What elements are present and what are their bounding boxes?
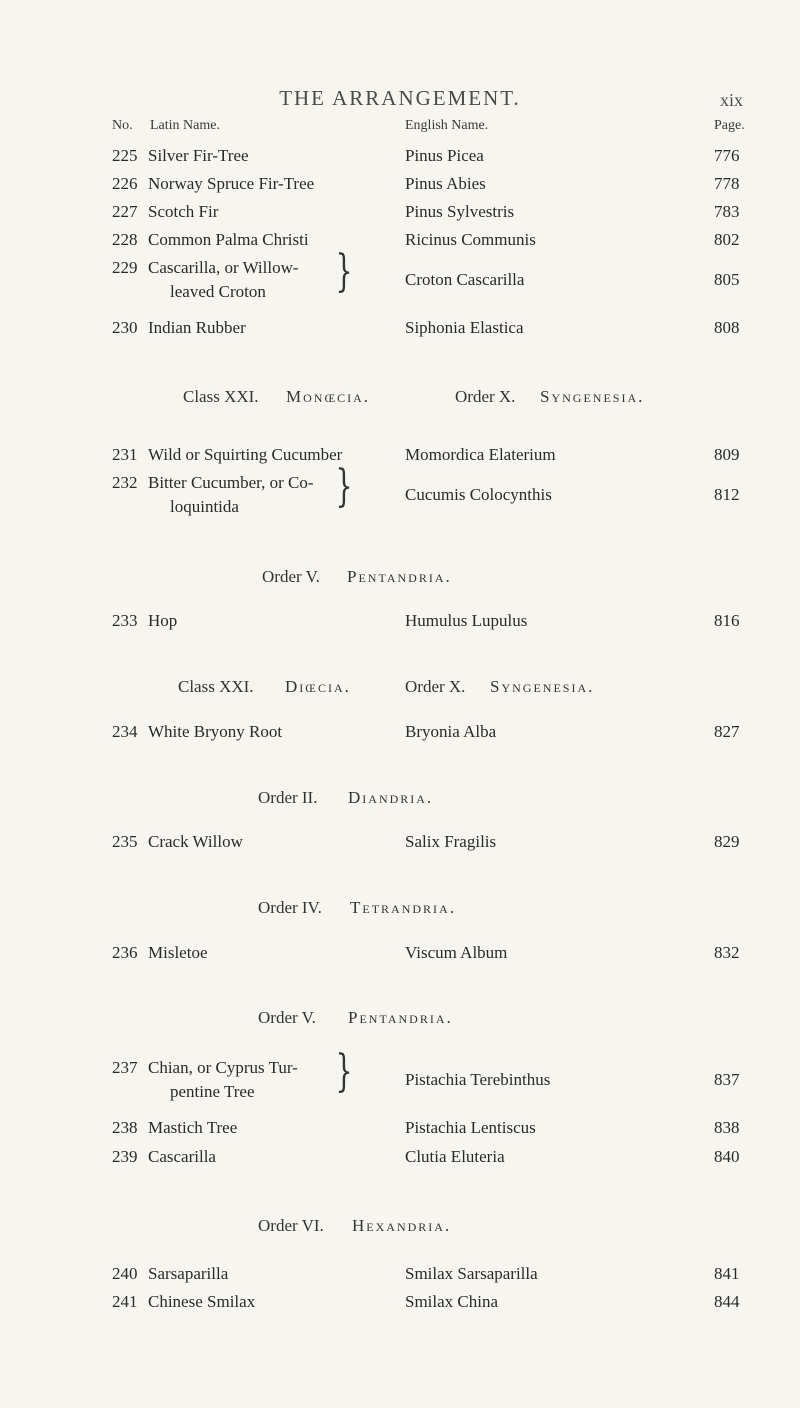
common-name: Bitter Cucumber, or Co- bbox=[148, 473, 314, 492]
order-name: Pentandria. bbox=[347, 567, 452, 586]
botanical-name: Smilax Sarsaparilla bbox=[405, 1264, 538, 1283]
header-no: No. bbox=[112, 118, 133, 133]
page-ref: 837 bbox=[714, 1070, 740, 1089]
page-ref: 816 bbox=[714, 611, 740, 630]
botanical-name: Clutia Eluteria bbox=[405, 1147, 505, 1166]
common-name: Crack Willow bbox=[148, 832, 243, 851]
class-name: Diœcia. bbox=[285, 677, 351, 696]
botanical-name: Salix Fragilis bbox=[405, 832, 497, 851]
header-latin: Latin Name. bbox=[150, 118, 220, 133]
common-name: White Bryony Root bbox=[148, 722, 283, 741]
row-number: 237 bbox=[112, 1058, 138, 1077]
common-name: Mastich Tree bbox=[148, 1118, 238, 1137]
row-number: 228 bbox=[112, 230, 138, 249]
page-ref: 844 bbox=[714, 1292, 740, 1311]
page-ref: 778 bbox=[714, 174, 740, 193]
brace-icon: } bbox=[335, 461, 353, 512]
common-name: Silver Fir-Tree bbox=[148, 146, 249, 165]
botanical-name: Pinus Sylvestris bbox=[405, 202, 515, 221]
order-label: Order VI. bbox=[258, 1216, 324, 1235]
page-ref: 827 bbox=[714, 722, 740, 741]
row-number: 232 bbox=[112, 473, 138, 492]
page-ref: 776 bbox=[714, 146, 740, 165]
page-ref: 802 bbox=[714, 230, 740, 249]
order-label: Order X. bbox=[455, 387, 516, 406]
common-name: Wild or Squirting Cucumber bbox=[148, 445, 343, 464]
page-number: xix bbox=[720, 90, 744, 110]
header-page: Page. bbox=[714, 118, 745, 133]
common-name: Misletoe bbox=[148, 943, 208, 962]
page-ref: 841 bbox=[714, 1264, 740, 1283]
order-label: Order V. bbox=[258, 1008, 316, 1027]
common-name-continued: pentine Tree bbox=[170, 1082, 255, 1101]
botanical-name: Ricinus Communis bbox=[405, 230, 536, 249]
page-ref: 840 bbox=[714, 1147, 740, 1166]
common-name: Common Palma Christi bbox=[148, 230, 309, 249]
order-label: Order V. bbox=[262, 567, 320, 586]
row-number: 226 bbox=[112, 174, 138, 193]
common-name: Norway Spruce Fir-Tree bbox=[148, 174, 315, 193]
botanical-name: Smilax China bbox=[405, 1292, 499, 1311]
order-name: Pentandria. bbox=[348, 1008, 453, 1027]
botanical-name: Viscum Album bbox=[405, 943, 508, 962]
row-number: 239 bbox=[112, 1147, 138, 1166]
botanical-name: Croton Cascarilla bbox=[405, 270, 525, 289]
botanical-name: Pinus Abies bbox=[405, 174, 486, 193]
order-label: Order IV. bbox=[258, 898, 322, 917]
common-name: Hop bbox=[148, 611, 178, 630]
brace-icon: } bbox=[335, 1046, 353, 1097]
page-ref: 805 bbox=[714, 270, 740, 289]
page-ref: 812 bbox=[714, 485, 740, 504]
page-ref: 838 bbox=[714, 1118, 740, 1137]
class-name: Monœcia. bbox=[286, 387, 371, 406]
common-name: Sarsaparilla bbox=[148, 1264, 229, 1283]
row-number: 233 bbox=[112, 611, 138, 630]
class-label: Class XXI. bbox=[183, 387, 259, 406]
common-name: Indian Rubber bbox=[148, 318, 246, 337]
botanical-name: Humulus Lupulus bbox=[405, 611, 528, 630]
botanical-name: Pistachia Lentiscus bbox=[405, 1118, 536, 1137]
brace-icon: } bbox=[335, 246, 353, 297]
botanical-name: Bryonia Alba bbox=[405, 722, 497, 741]
botanical-name: Momordica Elaterium bbox=[405, 445, 556, 464]
botanical-name: Pistachia Terebinthus bbox=[405, 1070, 551, 1089]
row-number: 227 bbox=[112, 202, 138, 221]
row-number: 235 bbox=[112, 832, 138, 851]
common-name-continued: loquintida bbox=[170, 497, 239, 516]
row-number: 240 bbox=[112, 1264, 138, 1283]
row-number: 234 bbox=[112, 722, 138, 741]
row-number: 230 bbox=[112, 318, 138, 337]
row-number: 229 bbox=[112, 258, 138, 277]
common-name-continued: leaved Croton bbox=[170, 282, 266, 301]
page-ref: 829 bbox=[714, 832, 740, 851]
row-number: 236 bbox=[112, 943, 138, 962]
page-ref: 832 bbox=[714, 943, 740, 962]
row-number: 241 bbox=[112, 1292, 138, 1311]
order-label: Order II. bbox=[258, 788, 318, 807]
row-number: 231 bbox=[112, 445, 138, 464]
common-name: Chian, or Cyprus Tur- bbox=[148, 1058, 298, 1077]
order-name: Syngenesia. bbox=[540, 387, 645, 406]
class-label: Class XXI. bbox=[178, 677, 254, 696]
common-name: Scotch Fir bbox=[148, 202, 219, 221]
order-name: Hexandria. bbox=[352, 1216, 452, 1235]
botanical-name: Cucumis Colocynthis bbox=[405, 485, 552, 504]
row-number: 238 bbox=[112, 1118, 138, 1137]
common-name: Cascarilla bbox=[148, 1147, 216, 1166]
botanical-name: Pinus Picea bbox=[405, 146, 484, 165]
running-title: THE ARRANGEMENT. bbox=[279, 86, 521, 110]
botanical-name: Siphonia Elastica bbox=[405, 318, 524, 337]
order-name: Syngenesia. bbox=[490, 677, 595, 696]
order-label: Order X. bbox=[405, 677, 466, 696]
page-ref: 783 bbox=[714, 202, 740, 221]
header-english: English Name. bbox=[405, 118, 489, 133]
order-name: Diandria. bbox=[348, 788, 434, 807]
common-name: Cascarilla, or Willow- bbox=[148, 258, 299, 277]
common-name: Chinese Smilax bbox=[148, 1292, 256, 1311]
page-ref: 809 bbox=[714, 445, 740, 464]
page-ref: 808 bbox=[714, 318, 740, 337]
row-number: 225 bbox=[112, 146, 138, 165]
order-name: Tetrandria. bbox=[350, 898, 456, 917]
